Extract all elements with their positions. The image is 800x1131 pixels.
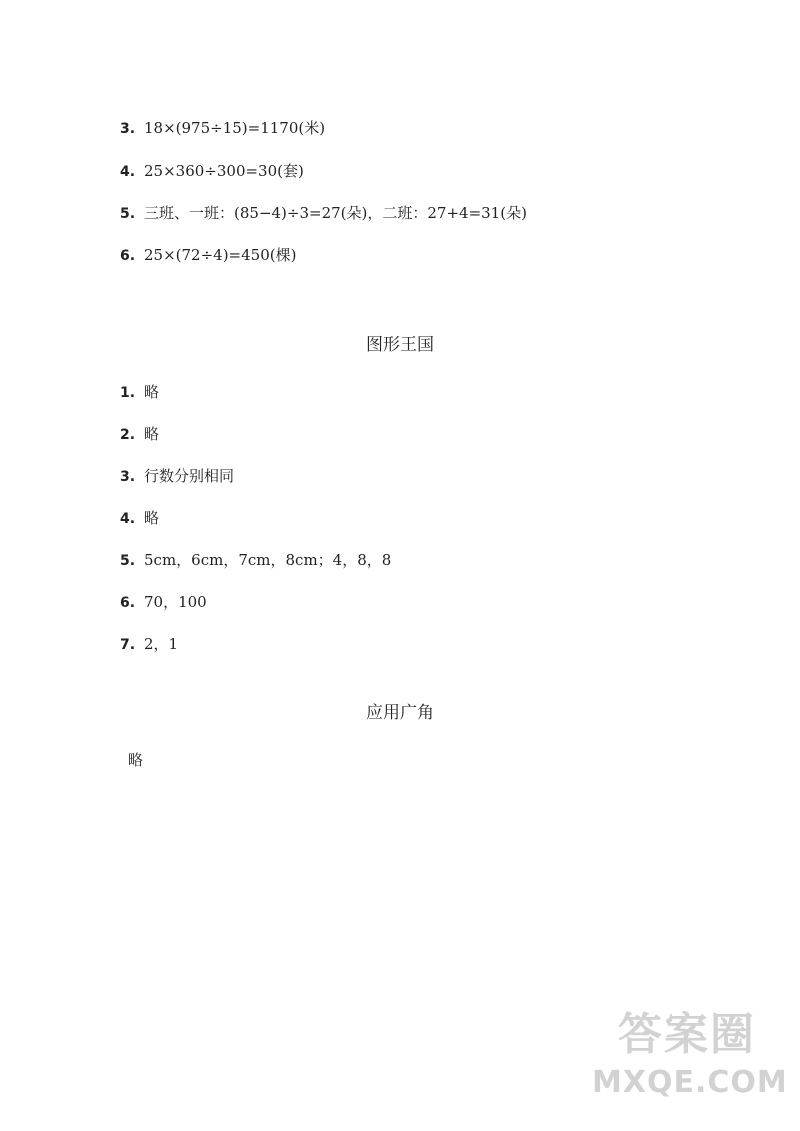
item-text: 行数分别相同 — [144, 467, 235, 485]
section-title-application: 应用广角 — [366, 703, 434, 723]
answer-item-1 — [120, 382, 159, 403]
item-number: 6. — [120, 595, 136, 611]
item-text: 略 — [144, 383, 160, 401]
item-text: 70，100 — [144, 593, 207, 611]
item-text: 5cm，6cm，7cm，8cm；4，8，8 — [144, 551, 392, 569]
answer-item-3 — [120, 466, 234, 487]
item-text: 略 — [144, 425, 160, 443]
answer-item-4 — [120, 508, 159, 529]
item-number: 4. — [120, 511, 136, 527]
watermark-bottom-text: MXQE.COM — [592, 1065, 788, 1100]
section-title-geometry: 图形王国 — [366, 335, 434, 355]
answer-item-6 — [120, 592, 207, 613]
answer-item-7 — [120, 634, 178, 655]
item-number: 2. — [120, 427, 136, 443]
item-number: 5. — [120, 206, 136, 222]
answer-item-6 — [120, 245, 296, 266]
item-text: 2，1 — [144, 635, 179, 653]
item-text: 18×(975÷15)=1170(米) — [144, 119, 326, 137]
answer-item-2 — [120, 424, 159, 445]
item-number: 5. — [120, 553, 136, 569]
item-number: 7. — [120, 637, 136, 653]
item-text: 略 — [144, 509, 160, 527]
item-number: 3. — [120, 469, 136, 485]
item-number: 1. — [120, 385, 136, 401]
item-number: 4. — [120, 164, 136, 180]
answer-item-4 — [120, 161, 304, 182]
item-text: 25×(72÷4)=450(棵) — [144, 246, 297, 264]
answer-item-3 — [120, 118, 325, 139]
answer-item-5 — [120, 203, 527, 224]
item-number: 6. — [120, 248, 136, 264]
item-number: 3. — [120, 121, 136, 137]
watermark-top-text: 答案圈 — [618, 1009, 756, 1060]
answer-item-5 — [120, 550, 391, 571]
item-text: 25×360÷300=30(套) — [144, 162, 304, 180]
watermark-logo — [592, 1007, 788, 1117]
item-text: 三班、一班：(85−4)÷3=27(朵)，二班：27+4=31(朵) — [144, 204, 527, 222]
section-text: 略 — [128, 751, 144, 769]
